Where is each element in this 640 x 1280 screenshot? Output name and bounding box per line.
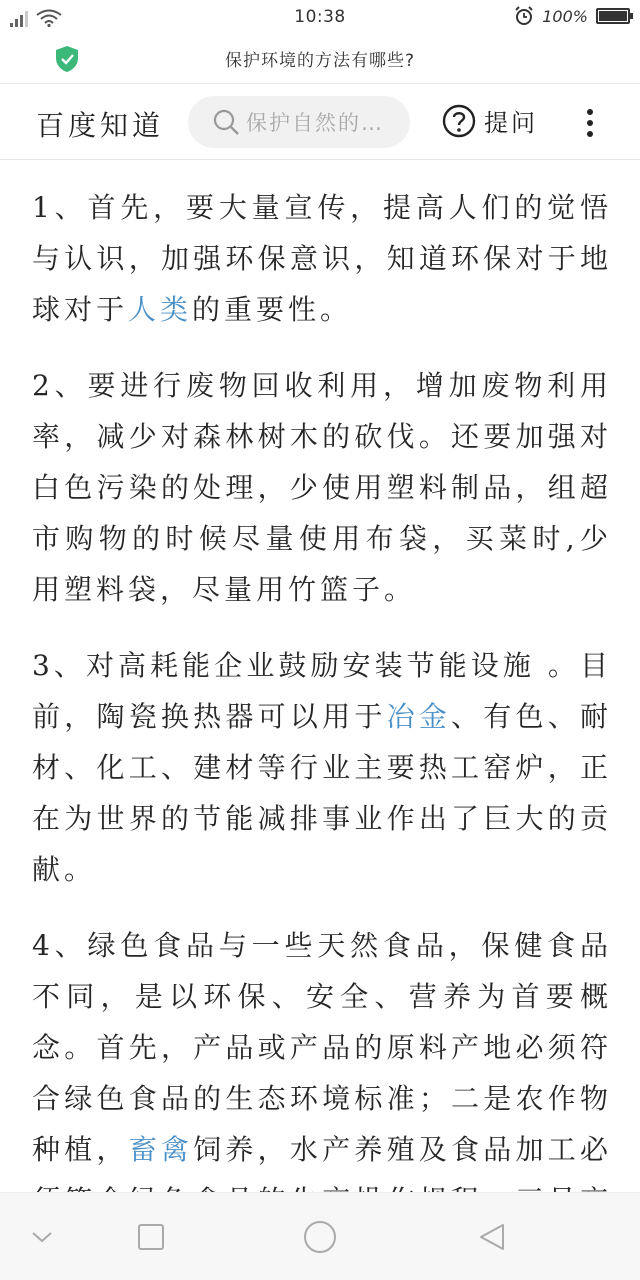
search-icon: [212, 108, 240, 136]
link-yejin[interactable]: 冶金: [386, 700, 452, 733]
answer-paragraph-1: [32, 182, 612, 335]
status-left: [10, 7, 62, 27]
ask-question-button[interactable]: [442, 103, 538, 138]
search-box[interactable]: [188, 96, 410, 148]
answer-content: [32, 182, 612, 1280]
wifi-icon: [36, 9, 62, 27]
paragraph-text: 饲养，水产养殖及食品加工必: [193, 1133, 612, 1166]
battery-percent: 100%: [542, 6, 588, 26]
url-bar[interactable]: [0, 34, 640, 84]
search-placeholder: 保护自然的…: [246, 111, 384, 135]
link-chuqin[interactable]: 畜禽: [128, 1133, 194, 1166]
paragraph-text: 的重要性。: [192, 293, 353, 326]
signal-icon: [10, 11, 28, 27]
paragraph-text: 2、要进行废物回收利用，增加废物利用率，减少对森林树木的砍伐。还要加强对白色污染的处理，少使用塑料制品，组超市购物的时候尽量使用布袋，买菜时,少用塑料袋，尽量用竹篮子。: [32, 369, 612, 606]
battery-fill: [599, 11, 627, 21]
status-right: [514, 6, 630, 26]
answer-paragraph-2: [32, 360, 612, 615]
paragraph-text: 1、首先，要大量宣传，提高人们的觉悟与认识，加强环保意识，知道环保对于地球对于: [32, 191, 612, 326]
answer-paragraph-3: [32, 640, 612, 895]
home-icon[interactable]: [298, 1215, 342, 1259]
paragraph-text: 4、绿色食品与一些天然食品，保健食品不同，是以环保、安全、营养为首要概念。首先，产品或产品的原料产地必须符合绿色食品的生态环境标准；二是农作物种植，: [32, 929, 612, 1166]
page-url-title: 保护环境的方法有哪些?: [224, 51, 416, 71]
paragraph-text: 、有色、耐材、化工、建材等行业主要热工窑炉，正在为世界的节能减排事业作出了巨大的贡献。: [32, 700, 612, 886]
chevron-down-icon[interactable]: [20, 1215, 64, 1259]
ask-label: 提问: [484, 109, 538, 137]
shield-check-icon: [54, 45, 80, 73]
brand-logo[interactable]: 百度知道: [36, 109, 165, 142]
more-vertical-icon[interactable]: [580, 106, 600, 140]
app-header: [0, 84, 640, 160]
system-nav-bar: [0, 1192, 640, 1280]
alarm-icon: [514, 6, 534, 26]
recent-apps-icon[interactable]: [129, 1215, 173, 1259]
paragraph-text: 3、对高耗能企业鼓励安装节能设施 。目前，陶瓷换热器可以用于: [32, 649, 612, 733]
back-icon[interactable]: [470, 1215, 514, 1259]
status-bar: [0, 0, 640, 34]
status-time: 10:38: [294, 7, 346, 27]
battery-icon: [596, 8, 630, 24]
question-icon: [442, 104, 476, 138]
link-renlei[interactable]: 人类: [128, 293, 193, 326]
